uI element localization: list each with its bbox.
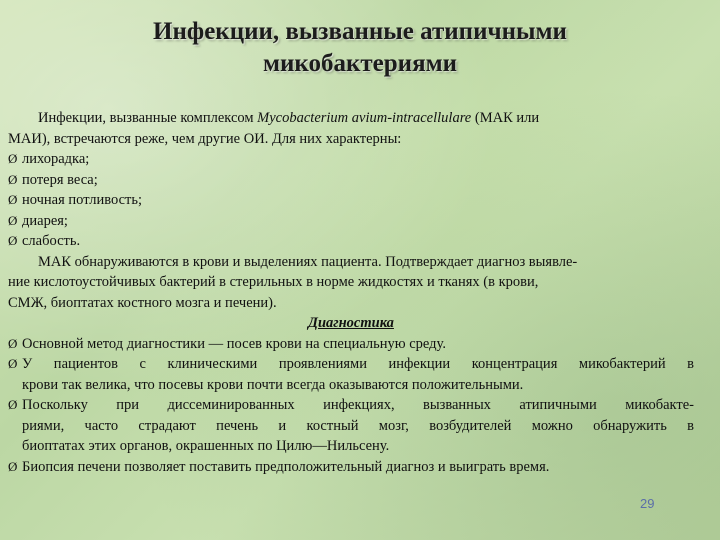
detection-line-1: МАК обнаруживаются в крови и выделениях пациента. Подтверждает диагноз выявле- — [38, 253, 578, 270]
intro-line-1 — [8, 108, 694, 129]
detection-line-3: СМЖ, биоптатах костного мозга и печени). — [8, 294, 277, 311]
list-item — [8, 211, 694, 232]
diagnostic-text: крови так велика, что посевы крови почти всегда оказываются положительными. — [22, 376, 524, 393]
diagnostic-text: Поскольку при диссеминированных инфекциях, вызванных атипичными микобакте- — [22, 397, 694, 413]
diagnostic-text: риями, часто страдают печень и костный мозг, возбудителей можно обнаружить в — [22, 417, 694, 434]
slide-title-line-1: Инфекции, вызванные атипичными — [153, 18, 567, 45]
arrow-bullet-icon: Ø — [8, 212, 18, 228]
list-item — [8, 231, 694, 252]
diagnostic-text: Основной метод диагностики — посев крови на специальную среду. — [22, 335, 446, 352]
detection-line-2: ние кислотоустойчивых бактерий в стерильных в норме жидкостях и тканях (в крови, — [8, 274, 539, 290]
organism-name: Mycobacterium avium-intracellulare — [257, 110, 472, 126]
arrow-bullet-icon: Ø — [8, 192, 18, 207]
slide-title-line-2: микобактериями — [262, 50, 458, 77]
diagnostics-heading: Диагностика — [308, 315, 394, 331]
symptom-text: слабость. — [22, 233, 81, 249]
arrow-bullet-icon: Ø — [8, 171, 18, 187]
slide-title — [0, 16, 720, 80]
diagnostic-text: биоптатах этих органов, окрашенных по Цилю—Нильсену. — [22, 438, 390, 454]
list-item — [8, 395, 694, 457]
slide-body — [8, 108, 694, 477]
list-item — [8, 149, 694, 170]
list-item — [8, 354, 694, 395]
symptom-text: диарея; — [22, 212, 68, 229]
diagnostics-list — [8, 334, 694, 478]
arrow-bullet-icon: Ø — [8, 335, 18, 351]
arrow-bullet-icon: Ø — [8, 458, 18, 474]
intro-text-tail: (МАК или — [471, 110, 540, 126]
intro-line-2: МАИ), встречаются реже, чем другие ОИ. Для них характерны: — [8, 130, 402, 147]
list-item — [8, 334, 694, 355]
diagnostic-text: У пациентов с клиническими проявлениями инфекции концентрация микобактерий в — [22, 356, 694, 372]
symptom-list — [8, 149, 694, 252]
arrow-bullet-icon: Ø — [8, 233, 18, 248]
arrow-bullet-icon: Ø — [8, 151, 18, 166]
intro-text: Инфекции, вызванные комплексом — [38, 110, 258, 126]
list-item — [8, 170, 694, 191]
diagnostic-text: Биопсия печени позволяет поставить предположительный диагноз и выиграть время. — [22, 458, 550, 475]
arrow-bullet-icon: Ø — [8, 356, 18, 371]
list-item — [8, 457, 694, 478]
list-item — [8, 190, 694, 211]
symptom-text: лихорадка; — [22, 151, 90, 167]
arrow-bullet-icon: Ø — [8, 397, 18, 412]
page-number: 29 — [640, 496, 655, 511]
symptom-text: потеря веса; — [22, 171, 98, 188]
symptom-text: ночная потливость; — [22, 192, 142, 208]
